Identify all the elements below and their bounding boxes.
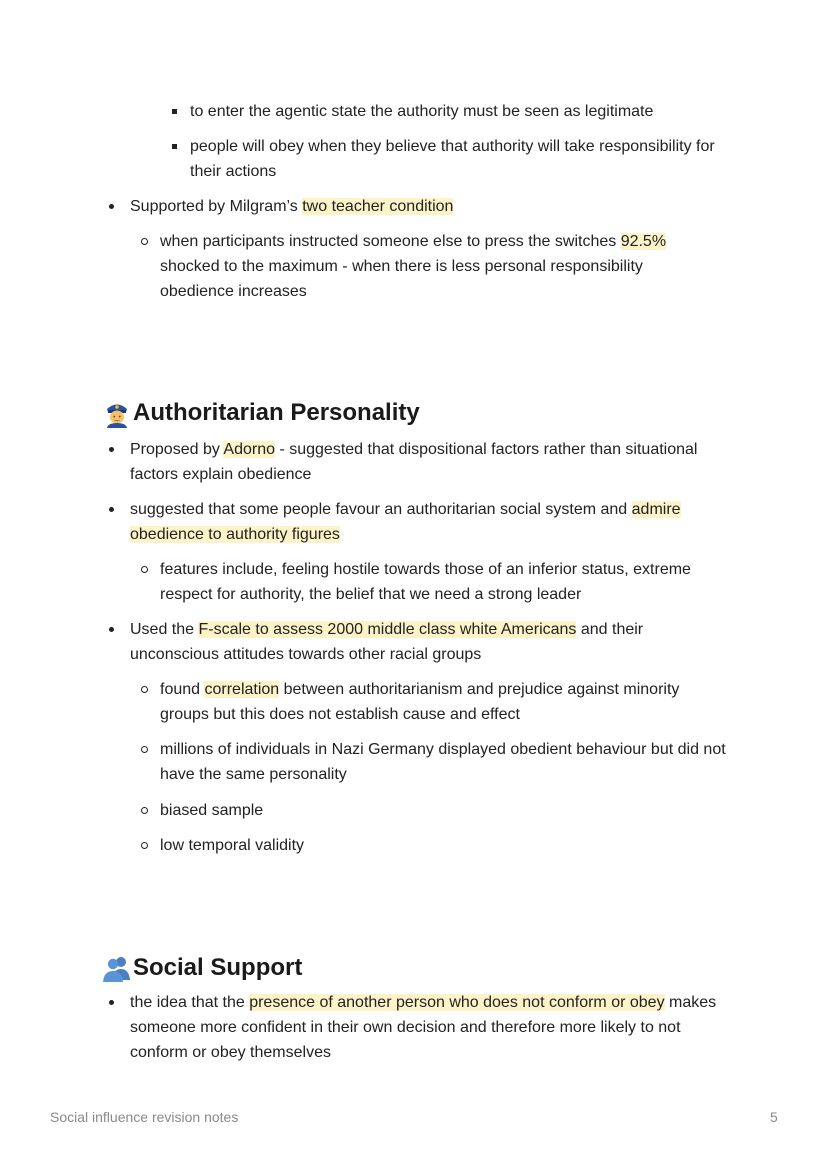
- list-item: low temporal validity: [160, 833, 720, 858]
- section-title: Authoritarian Personality: [133, 399, 420, 426]
- highlight: 92.5%: [620, 233, 667, 250]
- list-item: suggested that some people favour an authoritarian social system and admire obedience to authority figures: [130, 497, 720, 547]
- highlight: presence of another person who does not conform or obey: [249, 994, 665, 1011]
- highlight: F-scale to assess 2000 middle class white Americans: [198, 621, 577, 638]
- highlight: admire obedience to authority figures: [130, 501, 681, 543]
- highlight: two teacher condition: [302, 198, 454, 215]
- highlight: correlation: [204, 681, 280, 698]
- highlight: Adorno: [223, 441, 275, 458]
- list-item: biased sample: [160, 798, 720, 823]
- list-item: people will obey when they believe that authority will take responsibility for their actions: [190, 134, 735, 184]
- section-title: Social Support: [133, 954, 303, 981]
- section-heading-social-support: [102, 952, 302, 984]
- list-item: when participants instructed someone else to press the switches 92.5% shocked to the maximum - when there is less personal responsibility obedience increases: [160, 229, 705, 304]
- list-item: to enter the agentic state the authority must be seen as legitimate: [190, 99, 750, 124]
- two-people-icon: [102, 953, 132, 983]
- list-item: the idea that the presence of another person who does not conform or obey makes someone more confident in their own decision and therefore more likely to not conform or obey themselves: [130, 990, 725, 1065]
- section-heading-authoritarian: [102, 397, 420, 429]
- list-item: Used the F-scale to assess 2000 middle class white Americans and their unconscious attitudes towards other racial groups: [130, 617, 690, 667]
- page-number: 5: [770, 1109, 778, 1125]
- footer-title: Social influence revision notes: [50, 1109, 239, 1125]
- list-item: Proposed by Adorno - suggested that dispositional factors rather than situational factors explain obedience: [130, 437, 730, 487]
- police-officer-icon: [102, 398, 132, 428]
- list-item: found correlation between authoritarianism and prejudice against minority groups but this does not establish cause and effect: [160, 677, 720, 727]
- list-item: millions of individuals in Nazi Germany displayed obedient behaviour but did not have the same personality: [160, 737, 740, 787]
- list-item: Supported by Milgram’s two teacher condition: [130, 194, 730, 219]
- list-item: features include, feeling hostile towards those of an inferior status, extreme respect for authority, the belief that we need a strong leader: [160, 557, 730, 607]
